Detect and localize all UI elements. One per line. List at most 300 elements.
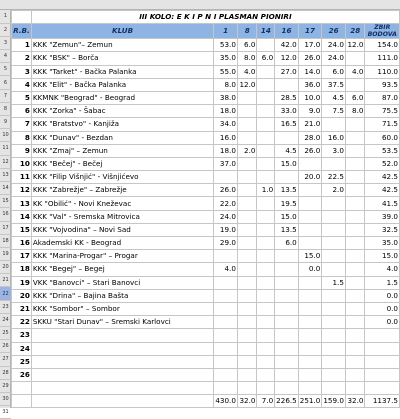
row-number[interactable]: 18 [0, 234, 11, 247]
score-cell[interactable]: 8.0 [214, 78, 238, 91]
score-cell[interactable] [237, 210, 257, 223]
score-cell[interactable] [345, 157, 365, 170]
score-cell[interactable] [345, 171, 365, 184]
rank-cell[interactable]: 11 [12, 171, 32, 184]
score-cell[interactable]: 6.0 [257, 52, 275, 65]
rank-cell[interactable]: 14 [12, 210, 32, 223]
score-cell[interactable] [322, 210, 346, 223]
score-cell[interactable]: 24.0 [214, 210, 238, 223]
score-cell[interactable]: 6.0 [345, 91, 365, 104]
score-cell[interactable] [298, 329, 322, 342]
score-cell[interactable] [275, 78, 299, 91]
total-cell[interactable]: 39.0 [365, 210, 400, 223]
header-klub[interactable]: KLUB [31, 24, 214, 39]
score-cell[interactable] [298, 223, 322, 236]
rank-cell[interactable]: 7 [12, 118, 32, 131]
score-cell[interactable] [257, 144, 275, 157]
row-number[interactable]: 19 [0, 247, 11, 260]
total-cell[interactable] [365, 342, 400, 355]
score-cell[interactable] [257, 131, 275, 144]
total-cell[interactable]: 93.5 [365, 78, 400, 91]
club-cell[interactable]: KKK "Zmaj" – Zemun [31, 144, 214, 157]
header-total[interactable]: ZBIR BODOVA [365, 24, 400, 39]
score-cell[interactable]: 13.5 [275, 223, 299, 236]
score-cell[interactable]: 19.0 [214, 223, 238, 236]
total-cell[interactable]: 52.0 [365, 157, 400, 170]
score-cell[interactable]: 7.5 [322, 105, 346, 118]
score-cell[interactable]: 28.0 [298, 131, 322, 144]
row-number[interactable]: 1 [0, 10, 11, 23]
club-cell[interactable]: KKK "Drina" – Bajina Bašta [31, 289, 214, 302]
row-number[interactable]: 2 [0, 23, 11, 36]
score-cell[interactable]: 4.0 [345, 65, 365, 78]
club-cell[interactable]: KKK "Filip Višnjić" - Višnjićevo [31, 171, 214, 184]
score-cell[interactable] [214, 250, 238, 263]
score-cell[interactable]: 4.5 [322, 91, 346, 104]
empty-cell[interactable] [345, 382, 365, 395]
row-number[interactable]: 30 [0, 392, 11, 405]
score-cell[interactable] [257, 263, 275, 276]
score-cell[interactable]: 0.0 [298, 263, 322, 276]
club-cell[interactable]: KKK "Bratstvo" - Kanjiža [31, 118, 214, 131]
row-number[interactable]: 27 [0, 353, 11, 366]
score-cell[interactable] [322, 250, 346, 263]
total-cell[interactable]: 110.0 [365, 65, 400, 78]
score-cell[interactable] [257, 316, 275, 329]
total-cell[interactable] [365, 368, 400, 381]
score-cell[interactable] [257, 91, 275, 104]
total-cell[interactable]: 87.0 [365, 91, 400, 104]
total-cell[interactable]: 60.0 [365, 131, 400, 144]
score-cell[interactable] [275, 171, 299, 184]
score-cell[interactable] [345, 131, 365, 144]
score-cell[interactable] [298, 302, 322, 315]
score-cell[interactable] [298, 276, 322, 289]
score-cell[interactable] [257, 171, 275, 184]
score-cell[interactable] [345, 329, 365, 342]
score-cell[interactable]: 19.5 [275, 197, 299, 210]
score-cell[interactable] [345, 52, 365, 65]
score-cell[interactable]: 55.0 [214, 65, 238, 78]
row-number[interactable]: 3 [0, 36, 11, 49]
row-number[interactable]: 10 [0, 129, 11, 142]
total-cell[interactable] [365, 329, 400, 342]
rank-cell[interactable]: 3 [12, 65, 32, 78]
total-cell[interactable]: 35.0 [365, 237, 400, 250]
club-cell[interactable]: KKK "Bečej" - Bečej [31, 157, 214, 170]
score-cell[interactable] [237, 289, 257, 302]
score-cell[interactable] [345, 263, 365, 276]
score-cell[interactable]: 37.5 [322, 78, 346, 91]
score-cell[interactable] [237, 276, 257, 289]
score-cell[interactable]: 37.0 [214, 157, 238, 170]
score-cell[interactable] [257, 78, 275, 91]
rank-cell[interactable]: 13 [12, 197, 32, 210]
score-cell[interactable] [345, 289, 365, 302]
header-col-1[interactable]: 1 [214, 24, 238, 39]
total-cell[interactable]: 4.0 [365, 263, 400, 276]
rank-cell[interactable]: 25 [12, 355, 32, 368]
score-cell[interactable]: 10.0 [298, 91, 322, 104]
score-cell[interactable] [275, 131, 299, 144]
score-cell[interactable] [257, 329, 275, 342]
score-cell[interactable]: 24.0 [322, 52, 346, 65]
empty-cell[interactable] [322, 382, 346, 395]
row-number[interactable]: 31 [0, 406, 11, 419]
score-cell[interactable] [237, 197, 257, 210]
rank-cell[interactable]: 23 [12, 329, 32, 342]
score-cell[interactable] [298, 197, 322, 210]
rank-cell[interactable]: 18 [12, 263, 32, 276]
score-cell[interactable]: 33.0 [275, 105, 299, 118]
score-cell[interactable] [322, 223, 346, 236]
score-cell[interactable] [237, 355, 257, 368]
total-cell[interactable]: 1.5 [365, 276, 400, 289]
empty-cell[interactable] [365, 382, 400, 395]
score-cell[interactable] [257, 342, 275, 355]
score-cell[interactable]: 38.0 [214, 91, 238, 104]
club-cell[interactable]: KKK "Elit" - Bačka Palanka [31, 78, 214, 91]
score-cell[interactable]: 4.0 [237, 65, 257, 78]
score-cell[interactable] [214, 355, 238, 368]
score-cell[interactable]: 21.0 [298, 118, 322, 131]
score-cell[interactable] [237, 302, 257, 315]
row-number[interactable]: 20 [0, 261, 11, 274]
score-cell[interactable]: 6.0 [237, 39, 257, 52]
score-cell[interactable] [275, 368, 299, 381]
score-cell[interactable] [322, 329, 346, 342]
empty-cell[interactable] [31, 395, 214, 408]
empty-cell[interactable] [275, 382, 299, 395]
rank-cell[interactable]: 9 [12, 144, 32, 157]
score-cell[interactable] [257, 39, 275, 52]
rank-cell[interactable]: 22 [12, 316, 32, 329]
score-cell[interactable] [345, 184, 365, 197]
sum-cell[interactable]: 32.0 [237, 395, 257, 408]
sum-cell[interactable]: 226.5 [275, 395, 299, 408]
header-col-26[interactable]: 26 [322, 24, 346, 39]
score-cell[interactable] [322, 197, 346, 210]
header-col-14[interactable]: 14 [257, 24, 275, 39]
club-cell[interactable]: KKK "Val" - Sremska Mitrovica [31, 210, 214, 223]
club-cell[interactable]: KK "Obilić" - Novi Kneževac [31, 197, 214, 210]
rank-cell[interactable]: 24 [12, 342, 32, 355]
rank-cell[interactable]: 17 [12, 250, 32, 263]
club-cell[interactable] [31, 368, 214, 381]
row-number[interactable]: 12 [0, 155, 11, 168]
score-cell[interactable] [345, 250, 365, 263]
score-cell[interactable]: 20.0 [298, 171, 322, 184]
score-cell[interactable]: 16.5 [275, 118, 299, 131]
club-cell[interactable]: KKMNK "Beograd" - Beograd [31, 91, 214, 104]
score-cell[interactable] [322, 368, 346, 381]
row-number[interactable]: 22 [0, 287, 11, 300]
row-number[interactable]: 11 [0, 142, 11, 155]
rank-cell[interactable]: 10 [12, 157, 32, 170]
score-cell[interactable] [345, 78, 365, 91]
rank-cell[interactable]: 21 [12, 302, 32, 315]
club-cell[interactable]: SKKU "Stari Dunav" – Sremski Karlovci [31, 316, 214, 329]
score-cell[interactable]: 24.0 [322, 39, 346, 52]
score-cell[interactable]: 3.0 [322, 144, 346, 157]
score-cell[interactable] [237, 250, 257, 263]
score-cell[interactable]: 9.0 [298, 105, 322, 118]
score-cell[interactable] [298, 237, 322, 250]
total-cell[interactable]: 0.0 [365, 316, 400, 329]
row-number[interactable]: 8 [0, 102, 11, 115]
score-cell[interactable]: 26.0 [214, 184, 238, 197]
score-cell[interactable]: 22.0 [214, 197, 238, 210]
score-cell[interactable] [257, 250, 275, 263]
row-number[interactable]: 24 [0, 313, 11, 326]
score-cell[interactable] [257, 289, 275, 302]
score-cell[interactable] [298, 157, 322, 170]
score-cell[interactable] [322, 237, 346, 250]
score-cell[interactable] [298, 316, 322, 329]
row-number[interactable]: 14 [0, 181, 11, 194]
grand-total-cell[interactable]: 1137.5 [365, 395, 400, 408]
score-cell[interactable] [237, 368, 257, 381]
score-cell[interactable]: 16.0 [322, 131, 346, 144]
score-cell[interactable]: 16.0 [214, 131, 238, 144]
score-cell[interactable] [345, 118, 365, 131]
row-number[interactable]: 26 [0, 340, 11, 353]
score-cell[interactable]: 28.5 [275, 91, 299, 104]
total-cell[interactable]: 32.5 [365, 223, 400, 236]
score-cell[interactable] [237, 223, 257, 236]
score-cell[interactable] [237, 105, 257, 118]
header-col-28[interactable]: 28 [345, 24, 365, 39]
club-cell[interactable]: KKK "Zabrežje" – Zabrežje [31, 184, 214, 197]
rank-cell[interactable]: 16 [12, 237, 32, 250]
score-cell[interactable]: 14.0 [298, 65, 322, 78]
score-cell[interactable] [237, 171, 257, 184]
score-cell[interactable] [345, 144, 365, 157]
score-cell[interactable]: 42.0 [275, 39, 299, 52]
total-cell[interactable]: 15.0 [365, 250, 400, 263]
score-cell[interactable] [322, 263, 346, 276]
score-cell[interactable]: 22.5 [322, 171, 346, 184]
score-cell[interactable]: 34.0 [214, 118, 238, 131]
score-cell[interactable]: 2.0 [322, 184, 346, 197]
score-cell[interactable] [345, 355, 365, 368]
score-cell[interactable] [257, 105, 275, 118]
total-cell[interactable] [365, 355, 400, 368]
club-cell[interactable]: VKK "Banovci" – Stari Banovci [31, 276, 214, 289]
club-cell[interactable]: KKK "Marina-Progar" – Progar [31, 250, 214, 263]
rank-cell[interactable]: 19 [12, 276, 32, 289]
row-number[interactable]: 15 [0, 195, 11, 208]
score-cell[interactable] [214, 171, 238, 184]
row-number[interactable]: 13 [0, 168, 11, 181]
score-cell[interactable] [257, 197, 275, 210]
row-number[interactable]: 17 [0, 221, 11, 234]
empty-cell[interactable] [237, 382, 257, 395]
empty-cell[interactable] [12, 382, 32, 395]
score-cell[interactable] [237, 237, 257, 250]
score-cell[interactable] [275, 355, 299, 368]
total-cell[interactable]: 154.0 [365, 39, 400, 52]
score-cell[interactable] [237, 131, 257, 144]
score-cell[interactable] [298, 289, 322, 302]
rank-cell[interactable]: 12 [12, 184, 32, 197]
score-cell[interactable] [257, 237, 275, 250]
header-col-8[interactable]: 8 [237, 24, 257, 39]
score-cell[interactable]: 15.0 [275, 210, 299, 223]
sum-cell[interactable]: 430.0 [214, 395, 238, 408]
score-cell[interactable] [345, 276, 365, 289]
score-cell[interactable]: 12.0 [275, 52, 299, 65]
score-cell[interactable] [275, 276, 299, 289]
title-spacer[interactable] [12, 11, 32, 24]
sum-cell[interactable]: 7.0 [257, 395, 275, 408]
score-cell[interactable] [298, 368, 322, 381]
score-cell[interactable] [257, 302, 275, 315]
total-cell[interactable]: 71.5 [365, 118, 400, 131]
row-number[interactable]: 5 [0, 63, 11, 76]
score-cell[interactable]: 29.0 [214, 237, 238, 250]
score-cell[interactable] [214, 329, 238, 342]
sheet-title[interactable]: III KOLO: E K I P N I PLASMAN PIONIRI [31, 11, 399, 24]
total-cell[interactable]: 53.5 [365, 144, 400, 157]
score-cell[interactable]: 12.0 [237, 78, 257, 91]
row-number[interactable]: 23 [0, 300, 11, 313]
score-cell[interactable]: 8.0 [237, 52, 257, 65]
header-col-16[interactable]: 16 [275, 24, 299, 39]
score-cell[interactable]: 6.0 [275, 237, 299, 250]
row-number[interactable]: 7 [0, 89, 11, 102]
club-cell[interactable] [31, 329, 214, 342]
score-cell[interactable] [298, 210, 322, 223]
row-number[interactable]: 9 [0, 116, 11, 129]
row-number[interactable]: 4 [0, 50, 11, 63]
empty-cell[interactable] [31, 382, 214, 395]
score-cell[interactable]: 35.0 [214, 52, 238, 65]
score-cell[interactable] [298, 355, 322, 368]
score-cell[interactable] [214, 289, 238, 302]
score-cell[interactable] [298, 184, 322, 197]
empty-cell[interactable] [257, 382, 275, 395]
rank-cell[interactable]: 8 [12, 131, 32, 144]
score-cell[interactable] [214, 302, 238, 315]
club-cell[interactable]: KKK "Zemun"– Zemun [31, 39, 214, 52]
sum-cell[interactable]: 159.0 [322, 395, 346, 408]
empty-cell[interactable] [298, 382, 322, 395]
score-cell[interactable] [237, 91, 257, 104]
score-cell[interactable] [345, 237, 365, 250]
score-cell[interactable] [275, 342, 299, 355]
total-cell[interactable]: 0.0 [365, 289, 400, 302]
score-cell[interactable] [237, 157, 257, 170]
total-cell[interactable]: 42.5 [365, 171, 400, 184]
club-cell[interactable]: Akademski KK - Beograd [31, 237, 214, 250]
score-cell[interactable] [237, 316, 257, 329]
score-cell[interactable]: 18.0 [214, 105, 238, 118]
header-rb[interactable]: R.B. [12, 24, 32, 39]
total-cell[interactable]: 0.0 [365, 302, 400, 315]
score-cell[interactable]: 15.0 [275, 157, 299, 170]
score-cell[interactable]: 12.0 [345, 39, 365, 52]
score-cell[interactable] [322, 355, 346, 368]
club-cell[interactable]: KKK "Begej" – Begej [31, 263, 214, 276]
score-cell[interactable] [237, 263, 257, 276]
score-cell[interactable] [257, 355, 275, 368]
row-number[interactable]: 25 [0, 327, 11, 340]
score-cell[interactable] [275, 289, 299, 302]
total-cell[interactable]: 41.5 [365, 197, 400, 210]
total-cell[interactable]: 42.5 [365, 184, 400, 197]
score-cell[interactable]: 4.0 [214, 263, 238, 276]
empty-cell[interactable] [12, 395, 32, 408]
score-cell[interactable] [257, 276, 275, 289]
score-cell[interactable] [322, 316, 346, 329]
rank-cell[interactable]: 1 [12, 39, 32, 52]
total-cell[interactable]: 75.5 [365, 105, 400, 118]
row-number[interactable]: 28 [0, 366, 11, 379]
score-cell[interactable] [345, 302, 365, 315]
score-cell[interactable] [257, 118, 275, 131]
empty-cell[interactable] [214, 382, 238, 395]
score-cell[interactable] [345, 223, 365, 236]
score-cell[interactable]: 26.0 [298, 144, 322, 157]
rank-cell[interactable]: 4 [12, 78, 32, 91]
club-cell[interactable]: KKK "Zorka" - Šabac [31, 105, 214, 118]
rank-cell[interactable]: 26 [12, 368, 32, 381]
score-cell[interactable]: 26.0 [298, 52, 322, 65]
rank-cell[interactable]: 2 [12, 52, 32, 65]
score-cell[interactable] [322, 157, 346, 170]
header-col-17[interactable]: 17 [298, 24, 322, 39]
score-cell[interactable] [275, 250, 299, 263]
score-cell[interactable] [345, 197, 365, 210]
score-cell[interactable] [345, 368, 365, 381]
score-cell[interactable]: 36.0 [298, 78, 322, 91]
score-cell[interactable] [257, 210, 275, 223]
score-cell[interactable]: 18.0 [214, 144, 238, 157]
score-cell[interactable] [214, 316, 238, 329]
score-cell[interactable]: 2.0 [237, 144, 257, 157]
score-cell[interactable]: 17.0 [298, 39, 322, 52]
score-cell[interactable] [275, 302, 299, 315]
score-cell[interactable] [275, 316, 299, 329]
score-cell[interactable]: 8.0 [345, 105, 365, 118]
rank-cell[interactable]: 5 [12, 91, 32, 104]
score-cell[interactable] [257, 65, 275, 78]
club-cell[interactable]: KKK "Tarket" - Bačka Palanka [31, 65, 214, 78]
score-cell[interactable]: 1.5 [322, 276, 346, 289]
score-cell[interactable]: 27.0 [275, 65, 299, 78]
row-number[interactable]: 16 [0, 208, 11, 221]
sum-cell[interactable]: 32.0 [345, 395, 365, 408]
score-cell[interactable]: 1.0 [257, 184, 275, 197]
score-cell[interactable] [237, 342, 257, 355]
score-cell[interactable]: 15.0 [298, 250, 322, 263]
club-cell[interactable] [31, 355, 214, 368]
score-cell[interactable] [275, 329, 299, 342]
rank-cell[interactable]: 20 [12, 289, 32, 302]
score-cell[interactable] [214, 368, 238, 381]
row-number[interactable]: 6 [0, 76, 11, 89]
row-number[interactable]: 29 [0, 379, 11, 392]
score-cell[interactable] [257, 157, 275, 170]
sum-cell[interactable]: 251.0 [298, 395, 322, 408]
row-number[interactable]: 21 [0, 274, 11, 287]
club-cell[interactable]: KKK "Sombor" – Sombor [31, 302, 214, 315]
score-cell[interactable] [322, 302, 346, 315]
total-cell[interactable]: 111.0 [365, 52, 400, 65]
score-cell[interactable] [345, 342, 365, 355]
score-cell[interactable] [322, 342, 346, 355]
